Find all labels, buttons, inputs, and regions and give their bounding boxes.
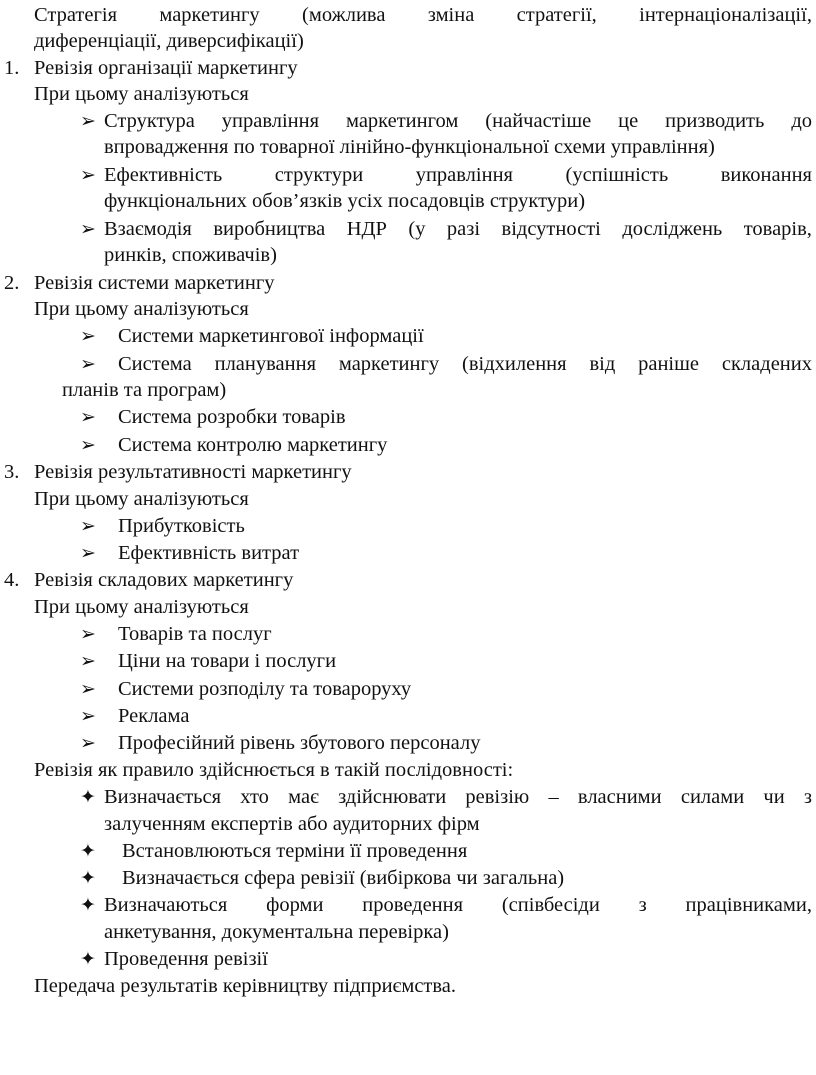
list-item-continued: планів та програм)	[62, 379, 227, 401]
arrow-bullet-icon: ➢	[80, 110, 96, 132]
arrow-bullet-icon: ➢	[80, 434, 96, 456]
sequence-heading: Ревізія як правило здійснюється в такій послідовності:	[34, 759, 514, 781]
list-item: Структура управління маркетингом (найчастіше це призводить до	[104, 110, 812, 132]
sequence-step: Визначаються форми проведення (співбесіди з працівниками,	[104, 894, 812, 916]
list-item: Ціни на товари і послуги	[118, 650, 337, 672]
four-point-star-icon: ✦	[80, 894, 96, 916]
list-item: Професійний рівень збутового персоналу	[118, 732, 481, 754]
arrow-bullet-icon: ➢	[80, 650, 96, 672]
list-item: Система розробки товарів	[118, 406, 346, 428]
section-number: 4.	[4, 569, 20, 591]
sequence-step: Визначається сфера ревізії (вибіркова чи загальна)	[122, 867, 565, 889]
sequence-step: Проведення ревізії	[104, 948, 268, 970]
section-title: Ревізія результативності маркетингу	[34, 461, 352, 483]
four-point-star-icon: ✦	[80, 948, 96, 970]
four-point-star-icon: ✦	[80, 867, 96, 889]
sequence-step-continued: анкетування, документальна перевірка)	[104, 921, 449, 943]
sequence-step: Визначається хто має здійснювати ревізію – власними силами чи з	[104, 786, 812, 808]
arrow-bullet-icon: ➢	[80, 218, 96, 240]
section-number: 2.	[4, 272, 20, 294]
arrow-bullet-icon: ➢	[80, 732, 96, 754]
closing-line: Передача результатів керівництву підприємства.	[34, 975, 457, 997]
list-item: Система контролю маркетингу	[118, 434, 388, 456]
analyzed-label: При цьому аналізуються	[34, 488, 249, 510]
section-number: 1.	[4, 57, 20, 79]
four-point-star-icon: ✦	[80, 786, 96, 808]
analyzed-label: При цьому аналізуються	[34, 596, 249, 618]
list-item-continued: впровадження по товарної лінійно-функціональної схеми управління)	[104, 136, 715, 158]
section-number: 3.	[4, 461, 20, 483]
arrow-bullet-icon: ➢	[80, 406, 96, 428]
four-point-star-icon: ✦	[80, 840, 96, 862]
arrow-bullet-icon: ➢	[80, 705, 96, 727]
arrow-bullet-icon: ➢	[80, 515, 96, 537]
list-item: Прибутковість	[118, 515, 245, 537]
sequence-step-continued: залученням експертів або аудиторних фірм	[104, 813, 480, 835]
intro-line-1: Стратегія маркетингу (можлива зміна стратегії, інтернаціоналізації,	[34, 4, 812, 26]
analyzed-label: При цьому аналізуються	[34, 298, 249, 320]
section-title: Ревізія системи маркетингу	[34, 272, 275, 294]
section-title: Ревізія організації маркетингу	[34, 57, 298, 79]
list-item-continued: функціональних обов’язків усіх посадовців структури)	[104, 190, 586, 212]
section-title: Ревізія складових маркетингу	[34, 569, 294, 591]
list-item: Системи маркетингової інформації	[118, 325, 424, 347]
list-item: Система планування маркетингу (відхилення від раніше складених	[118, 353, 812, 375]
list-item: Товарів та послуг	[118, 623, 272, 645]
analyzed-label: При цьому аналізуються	[34, 83, 249, 105]
arrow-bullet-icon: ➢	[80, 623, 96, 645]
list-item: Взаємодія виробництва НДР (у разі відсутності досліджень товарів,	[104, 218, 812, 240]
list-item-continued: ринків, споживачів)	[104, 244, 277, 266]
list-item: Реклама	[118, 705, 190, 727]
arrow-bullet-icon: ➢	[80, 325, 96, 347]
arrow-bullet-icon: ➢	[80, 678, 96, 700]
list-item: Системи розподілу та товароруху	[118, 678, 412, 700]
sequence-step: Встановлюються терміни її проведення	[122, 840, 468, 862]
intro-line-2: диференціації, диверсифікації)	[34, 30, 304, 52]
list-item: Ефективність витрат	[118, 542, 300, 564]
arrow-bullet-icon: ➢	[80, 164, 96, 186]
arrow-bullet-icon: ➢	[80, 353, 96, 375]
list-item: Ефективність структури управління (успішність виконання	[104, 164, 812, 186]
arrow-bullet-icon: ➢	[80, 542, 96, 564]
